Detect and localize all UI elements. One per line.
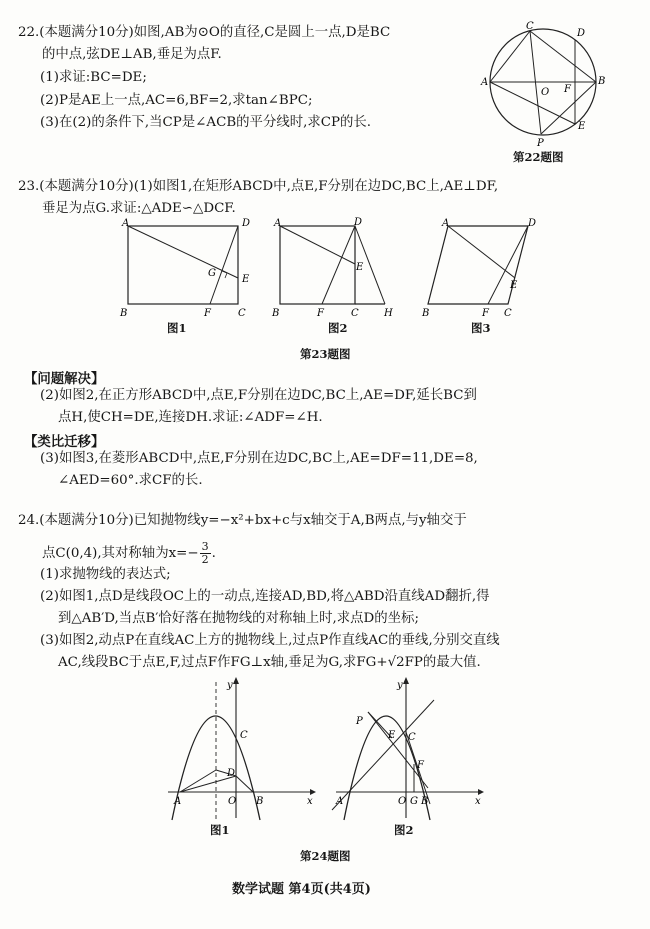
q22-fig-caption: 第22题图 — [513, 150, 564, 164]
q24-f2-P: P — [356, 716, 363, 727]
q23-f3-B: B — [422, 308, 430, 319]
q24-f2-A: A — [336, 796, 344, 807]
q23-line-2: 垂足为点G.求证:△ADE∽△DCF. — [42, 201, 236, 216]
q23-part-3-line-1: (3)如图3,在菱形ABCD中,点E,F分别在边DC,BC上,AE=DF=11,DE=8, — [40, 451, 478, 466]
q22-label-D: D — [577, 28, 586, 39]
q23-f2-B: B — [272, 308, 280, 319]
q23-f2-F: F — [317, 308, 324, 319]
q23-heading-problem-solving: 【问题解决】 — [24, 371, 105, 387]
q23-f1-G: G — [208, 268, 216, 279]
q22-part-3: (3)在(2)的条件下,当CP是∠ACB的平分线时,求CP的长. — [40, 115, 372, 130]
q24-line-2 — [42, 541, 216, 566]
q24-figure-1 — [160, 672, 320, 824]
q23-f1-F: F — [204, 308, 211, 319]
q24-f1-C: C — [240, 730, 248, 741]
q22-part-1: (1)求证:BC=DE; — [40, 70, 147, 85]
q24-line-2-text: 点C(0,4),其对称轴为x=− — [42, 546, 199, 561]
q24-fig2-caption: 图2 — [394, 823, 414, 837]
q23-f2-H: H — [384, 308, 393, 319]
q22-line-1: 22.(本题满分10分)如图,AB为⊙O的直径,C是圆上一点,D是BC — [18, 25, 391, 40]
q23-f3-F: F — [482, 308, 489, 319]
q23-fig2-caption: 图2 — [328, 321, 348, 335]
page-footer: 数学试题 第4页(共4页) — [232, 882, 371, 897]
q23-f1-C: C — [238, 308, 246, 319]
q22-line-2: 的中点,弦DE⊥AB,垂足为点F. — [42, 47, 222, 62]
q24-f2-y: y — [397, 680, 403, 691]
q23-fig1-caption: 图1 — [167, 321, 187, 335]
q23-part-2-line-2: 点H,使CH=DE,连接DH.求证:∠ADF=∠H. — [58, 410, 323, 425]
q23-line-1: 23.(本题满分10分)(1)如图1,在矩形ABCD中,点E,F分别在边DC,BC上,AE⊥DF, — [18, 179, 499, 194]
q24-f2-E: E — [388, 730, 396, 741]
q24-part-2-line-1: (2)如图1,点D是线段OC上的一动点,连接AD,BD,将△ABD沿直线AD翻折,得 — [40, 589, 490, 604]
q22-label-A: A — [481, 77, 489, 88]
q24-frac-den: 2 — [201, 553, 209, 566]
q24-f1-O: O — [228, 796, 237, 807]
q24-fig1-caption: 图1 — [210, 823, 230, 837]
q24-f1-x: x — [307, 796, 313, 807]
q23-f1-E: E — [242, 274, 250, 285]
q23-part-3-line-2: ∠AED=60°.求CF的长. — [58, 473, 203, 488]
q23-figure-1 — [118, 216, 256, 324]
q23-f3-E: E — [510, 280, 518, 291]
q24-f1-y: y — [227, 680, 233, 691]
q24-f2-B: B — [421, 796, 429, 807]
q24-fig-caption: 第24题图 — [300, 849, 351, 863]
q24-part-3-line-2: AC,线段BC于点E,F,过点F作FG⊥x轴,垂足为G,求FG+√2FP的最大值. — [58, 655, 481, 670]
q22-part-2: (2)P是AE上一点,AC=6,BF=2,求tan∠BPC; — [40, 93, 313, 108]
q24-f2-x: x — [475, 796, 481, 807]
q24-fraction — [200, 541, 211, 566]
q24-figure-2 — [330, 672, 490, 824]
q22-label-O: O — [541, 87, 550, 98]
q24-frac-num: 3 — [201, 540, 209, 553]
q22-label-E: E — [578, 121, 586, 132]
q23-figure-3 — [418, 216, 548, 324]
q23-f3-A: A — [442, 218, 450, 229]
q24-part-1: (1)求抛物线的表达式; — [40, 567, 171, 582]
q24-f2-C: C — [408, 732, 416, 743]
q24-f2-G: G — [410, 796, 418, 807]
q22-label-F: F — [564, 84, 571, 95]
q24-f1-B: B — [256, 796, 264, 807]
q24-part-2-line-2: 到△AB′D,当点B′恰好落在抛物线的对称轴上时,求点D的坐标; — [58, 611, 419, 626]
q23-f3-D: D — [528, 218, 537, 229]
q23-f1-D: D — [242, 218, 251, 229]
q23-f2-E: E — [356, 262, 364, 273]
q23-figure-2 — [270, 216, 405, 324]
q22-figure — [478, 18, 628, 153]
q24-f2-F: F — [417, 760, 424, 771]
q24-f2-O: O — [398, 796, 407, 807]
q22-label-B: B — [598, 76, 606, 87]
q24-line-2-end: . — [211, 546, 216, 561]
q24-line-1: 24.(本题满分10分)已知抛物线y=−x²+bx+c与x轴交于A,B两点,与y轴交于 — [18, 513, 467, 528]
q23-fig-caption: 第23题图 — [300, 347, 351, 361]
q23-f3-C: C — [504, 308, 512, 319]
q23-f1-B: B — [120, 308, 128, 319]
q23-f2-C: C — [351, 308, 359, 319]
q22-label-C: C — [526, 21, 534, 32]
q23-f1-A: A — [122, 218, 130, 229]
q23-heading-analogy-transfer: 【类比迁移】 — [24, 434, 105, 450]
q23-f2-A: A — [274, 218, 282, 229]
q23-fig3-caption: 图3 — [471, 321, 491, 335]
q23-f2-D: D — [354, 217, 363, 228]
q24-f1-A: A — [174, 796, 182, 807]
q23-part-2-line-1: (2)如图2,在正方形ABCD中,点E,F分别在边DC,BC上,AE=DF,延长BC到 — [40, 388, 477, 403]
q24-f1-D: D — [227, 768, 236, 779]
q22-label-P: P — [537, 138, 544, 149]
q24-part-3-line-1: (3)如图2,动点P在直线AC上方的抛物线上,过点P作直线AC的垂线,分别交直线 — [40, 633, 500, 648]
